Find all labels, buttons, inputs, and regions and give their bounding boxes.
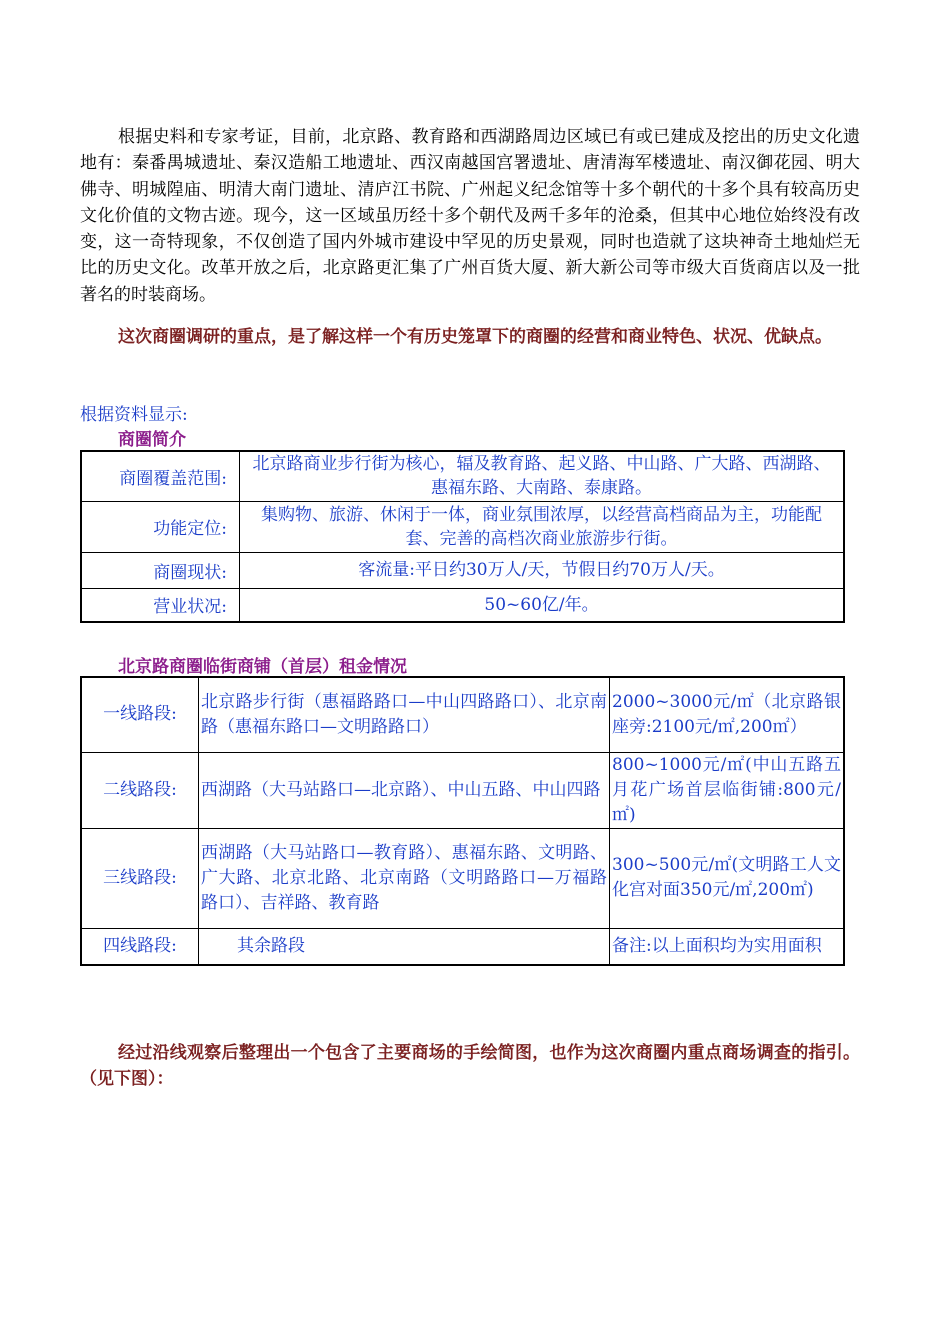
rent-roads: 北京路步行街（惠福路路口—中山四路路口）、北京南路（惠福东路口—文明路路口） bbox=[199, 677, 610, 752]
overview-label: 功能定位: bbox=[81, 501, 240, 552]
intro-paragraph: 根据史料和专家考证，目前，北京路、教育路和西湖路周边区域已有或已建成及挖出的历史文化遗地有：秦番禺城遗址、秦汉造船工地遗址、西汉南越国宫署遗址、唐清海军楼遗址、南汉御花园、明大佛寺、明城隍庙、明清大南门遗址、清庐江书院、广州起义纪念馆等十多个朝代的十多个具有较高历史文化价值的文物古迹。现今，这一区域虽历经十多个朝代及两千多年的沧桑，但其中心地位始终没有改变，这一奇特现象，不仅创造了国内外城市建设中罕见的历史景观，同时也造就了这块神奇土地灿烂无比的历史文化。改革开放之后，北京路更汇集了广州百货大厦、新大新公司等市级大百货商店以及一批著名的时装商场。 bbox=[80, 127, 860, 305]
rent-segment: 三线路段: bbox=[81, 828, 199, 928]
overview-title: 商圈简介 bbox=[118, 430, 186, 450]
rent-roads: 其余路段 bbox=[199, 928, 610, 965]
rent-segment: 一线路段: bbox=[81, 677, 199, 752]
rent-roads: 西湖路（大马站路口—北京路）、中山五路、中山四路 bbox=[199, 752, 610, 828]
overview-value: 北京路商业步行街为核心，辐及教育路、起义路、中山路、广大路、西湖路、惠福东路、大南路、泰康路。 bbox=[240, 451, 845, 501]
survey-paragraph: 经过沿线观察后整理出一个包含了主要商场的手绘简图，也作为这次商圈内重点商场调查的指引。（见下图）： bbox=[80, 1043, 860, 1090]
rent-roads: 西湖路（大马站路口—教育路）、惠福东路、文明路、广大路、北京北路、北京南路（文明路路口—万福路路口）、吉祥路、教育路 bbox=[199, 828, 610, 928]
table-row bbox=[81, 501, 844, 552]
data-intro-label: 根据资料显示: bbox=[80, 405, 188, 425]
rent-segment: 二线路段: bbox=[81, 752, 199, 828]
table-row bbox=[81, 677, 844, 752]
rent-table bbox=[80, 676, 845, 966]
table-row bbox=[81, 928, 844, 965]
table-row bbox=[81, 828, 844, 928]
rent-price: 300~500元/㎡(文明路工人文化宫对面350元/㎡,200㎡) bbox=[610, 828, 845, 928]
rent-segment: 四线路段: bbox=[81, 928, 199, 965]
overview-table bbox=[80, 450, 845, 623]
overview-label: 营业状况: bbox=[81, 588, 240, 622]
rent-price: 备注:以上面积均为实用面积 bbox=[610, 928, 845, 965]
table-row bbox=[81, 552, 844, 588]
table-row bbox=[81, 451, 844, 501]
overview-label: 商圈现状: bbox=[81, 552, 240, 588]
focus-paragraph: 这次商圈调研的重点，是了解这样一个有历史笼罩下的商圈的经营和商业特色、状况、优缺点。 bbox=[118, 327, 832, 347]
overview-label: 商圈覆盖范围: bbox=[81, 451, 240, 501]
table-row bbox=[81, 588, 844, 622]
rent-price: 800~1000元/㎡(中山五路五月花广场首层临街铺:800元/㎡) bbox=[610, 752, 845, 828]
rent-title: 北京路商圈临街商铺（首层）租金情况 bbox=[118, 657, 407, 677]
overview-value: 集购物、旅游、休闲于一体，商业氛围浓厚，以经营高档商品为主，功能配套、完善的高档次商业旅游步行街。 bbox=[240, 501, 845, 552]
overview-value: 客流量:平日约30万人/天，节假日约70万人/天。 bbox=[240, 552, 845, 588]
rent-price: 2000~3000元/㎡（北京路银座旁:2100元/㎡,200㎡） bbox=[610, 677, 845, 752]
overview-value: 50~60亿/年。 bbox=[240, 588, 845, 622]
table-row bbox=[81, 752, 844, 828]
